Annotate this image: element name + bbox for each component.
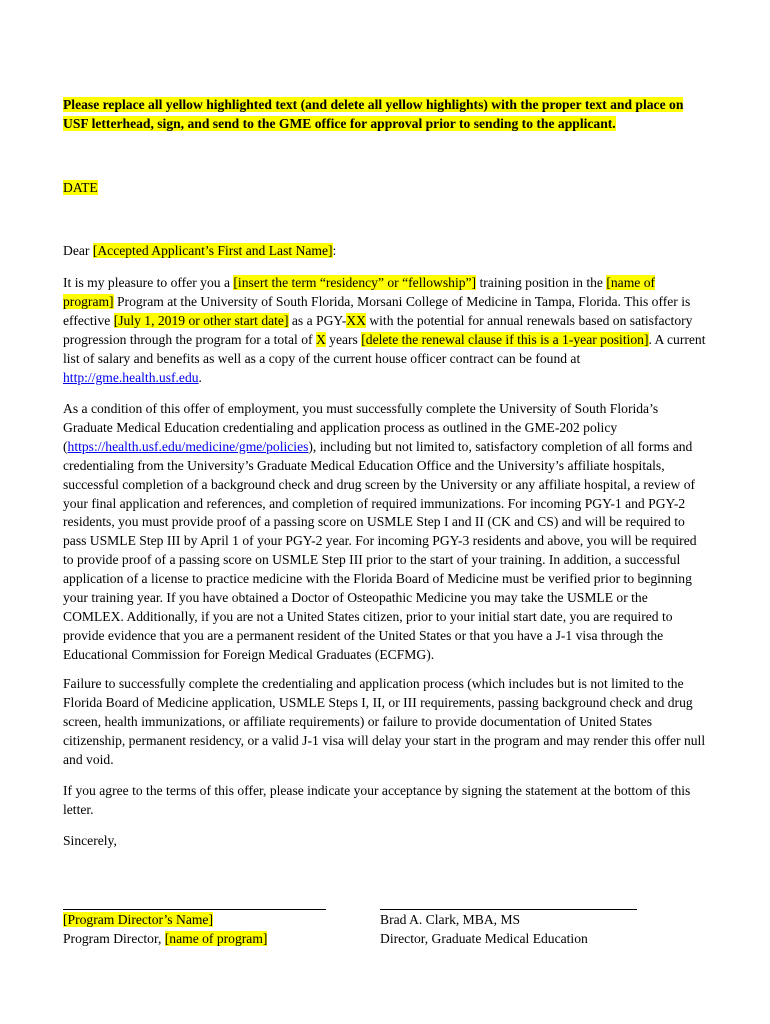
gme-director-title: Director, Graduate Medical Education xyxy=(380,930,588,946)
instructions-note: Please replace all yellow highlighted text (and delete all yellow highlights) with the proper text and place on USF letterhead, sign, and send to the GME office for approval prior to sending to the applicant. xyxy=(63,97,684,131)
gme-director-name: Brad A. Clark, MBA, MS xyxy=(380,912,521,927)
years-placeholder: X xyxy=(315,331,326,347)
signature-line-left xyxy=(63,909,326,910)
renewal-clause-placeholder: [delete the renewal clause if this is a 1-year position] xyxy=(361,331,649,347)
start-date-placeholder: [July 1, 2019 or other start date] xyxy=(113,312,289,328)
gme-director-signature-block xyxy=(380,911,700,949)
closing: Sincerely, xyxy=(63,833,117,848)
date-placeholder: DATE xyxy=(63,180,98,195)
signature-program-name-placeholder: [name of program] xyxy=(164,930,268,946)
applicant-name-placeholder: [Accepted Applicant’s First and Last Name] xyxy=(92,243,333,258)
gme-policies-link[interactable]: https://health.usf.edu/medicine/gme/policies xyxy=(67,438,309,454)
conditions-paragraph: As a condition of this offer of employment, you must successfully complete the University of South Florida’s Graduate Medical Education credentialing and application process as outlined in the GME-202 policy (https://health.usf.edu/medicine/gme/policies), including but not limited to, satisfactory completion of all forms and credentialing from the University’s Graduate Medical Education Office and the University’s affiliate hospitals, successful completion of a background check and drug screen by the University or any affiliate hospital, a review of your final application and references, and completion of required immunizations. For incoming PGY-1 and PGY-2 residents, you must provide proof of a passing score on USMLE Step I and II (CK and CS) and will be required to pass USMLE Step III by April 1 of your PGY-2 year. For incoming PGY-3 residents and above, you will be required to provide proof of a passing score on USMLE Step III prior to the start of your training. In addition, a successful application of a license to practice medicine with the Florida Board of Medicine must be verified prior to beginning your training year. If you have obtained a Doctor of Osteopathic Medicine you may take the USMLE or the COMLEX. Additionally, if you are not a United States citizen, prior to your initial start date, you are required to provide evidence that you are a permanent resident of the United States or that you have a J-1 visa through the Educational Commission for Foreign Medical Graduates (ECFMG). xyxy=(63,401,697,662)
salutation: Dear [Accepted Applicant’s First and Last Name]: xyxy=(63,243,337,258)
program-name-placeholder: [name of program] xyxy=(63,275,656,309)
failure-paragraph: Failure to successfully complete the credentialing and application process (which includes but is not limited to the Florida Board of Medicine application, USMLE Steps I, II, or III requirements, passing background check and drug screen, health immunizations, or affiliate requirements) or failure to provide documentation of United States citizenship, permanent residency, or a valid J-1 visa will delay your start in the program and may render this offer null and void. xyxy=(63,676,706,767)
position-term-placeholder: [insert the term “residency” or “fellowship”] xyxy=(233,275,477,290)
offer-paragraph: It is my pleasure to offer you a [insert the term “residency” or “fellowship”] training position in the [name of program] Program at the University of South Florida, Morsani College of Medicine in Tampa, Florida. This offer is effective [July 1, 2019 or other start date] as a PGY-XX with the potential for annual renewals based on satisfactory progression through the program for a total of X years [delete the renewal clause if this is a 1-year position]. A current list of salary and benefits as well as a copy of the current house officer contract can be found at http://gme.health.usf.edu. xyxy=(63,275,706,385)
signature-line-right xyxy=(380,909,637,910)
acceptance-paragraph: If you agree to the terms of this offer, please indicate your acceptance by signing the statement at the bottom of this letter. xyxy=(63,783,691,817)
program-director-name-placeholder: [Program Director’s Name] xyxy=(63,912,213,927)
program-director-signature-block: [Program Director’s Name] Program Director, [name of program] xyxy=(63,912,268,946)
gme-website-link[interactable]: http://gme.health.usf.edu xyxy=(63,369,199,385)
pgy-level-placeholder: XX xyxy=(346,312,366,328)
